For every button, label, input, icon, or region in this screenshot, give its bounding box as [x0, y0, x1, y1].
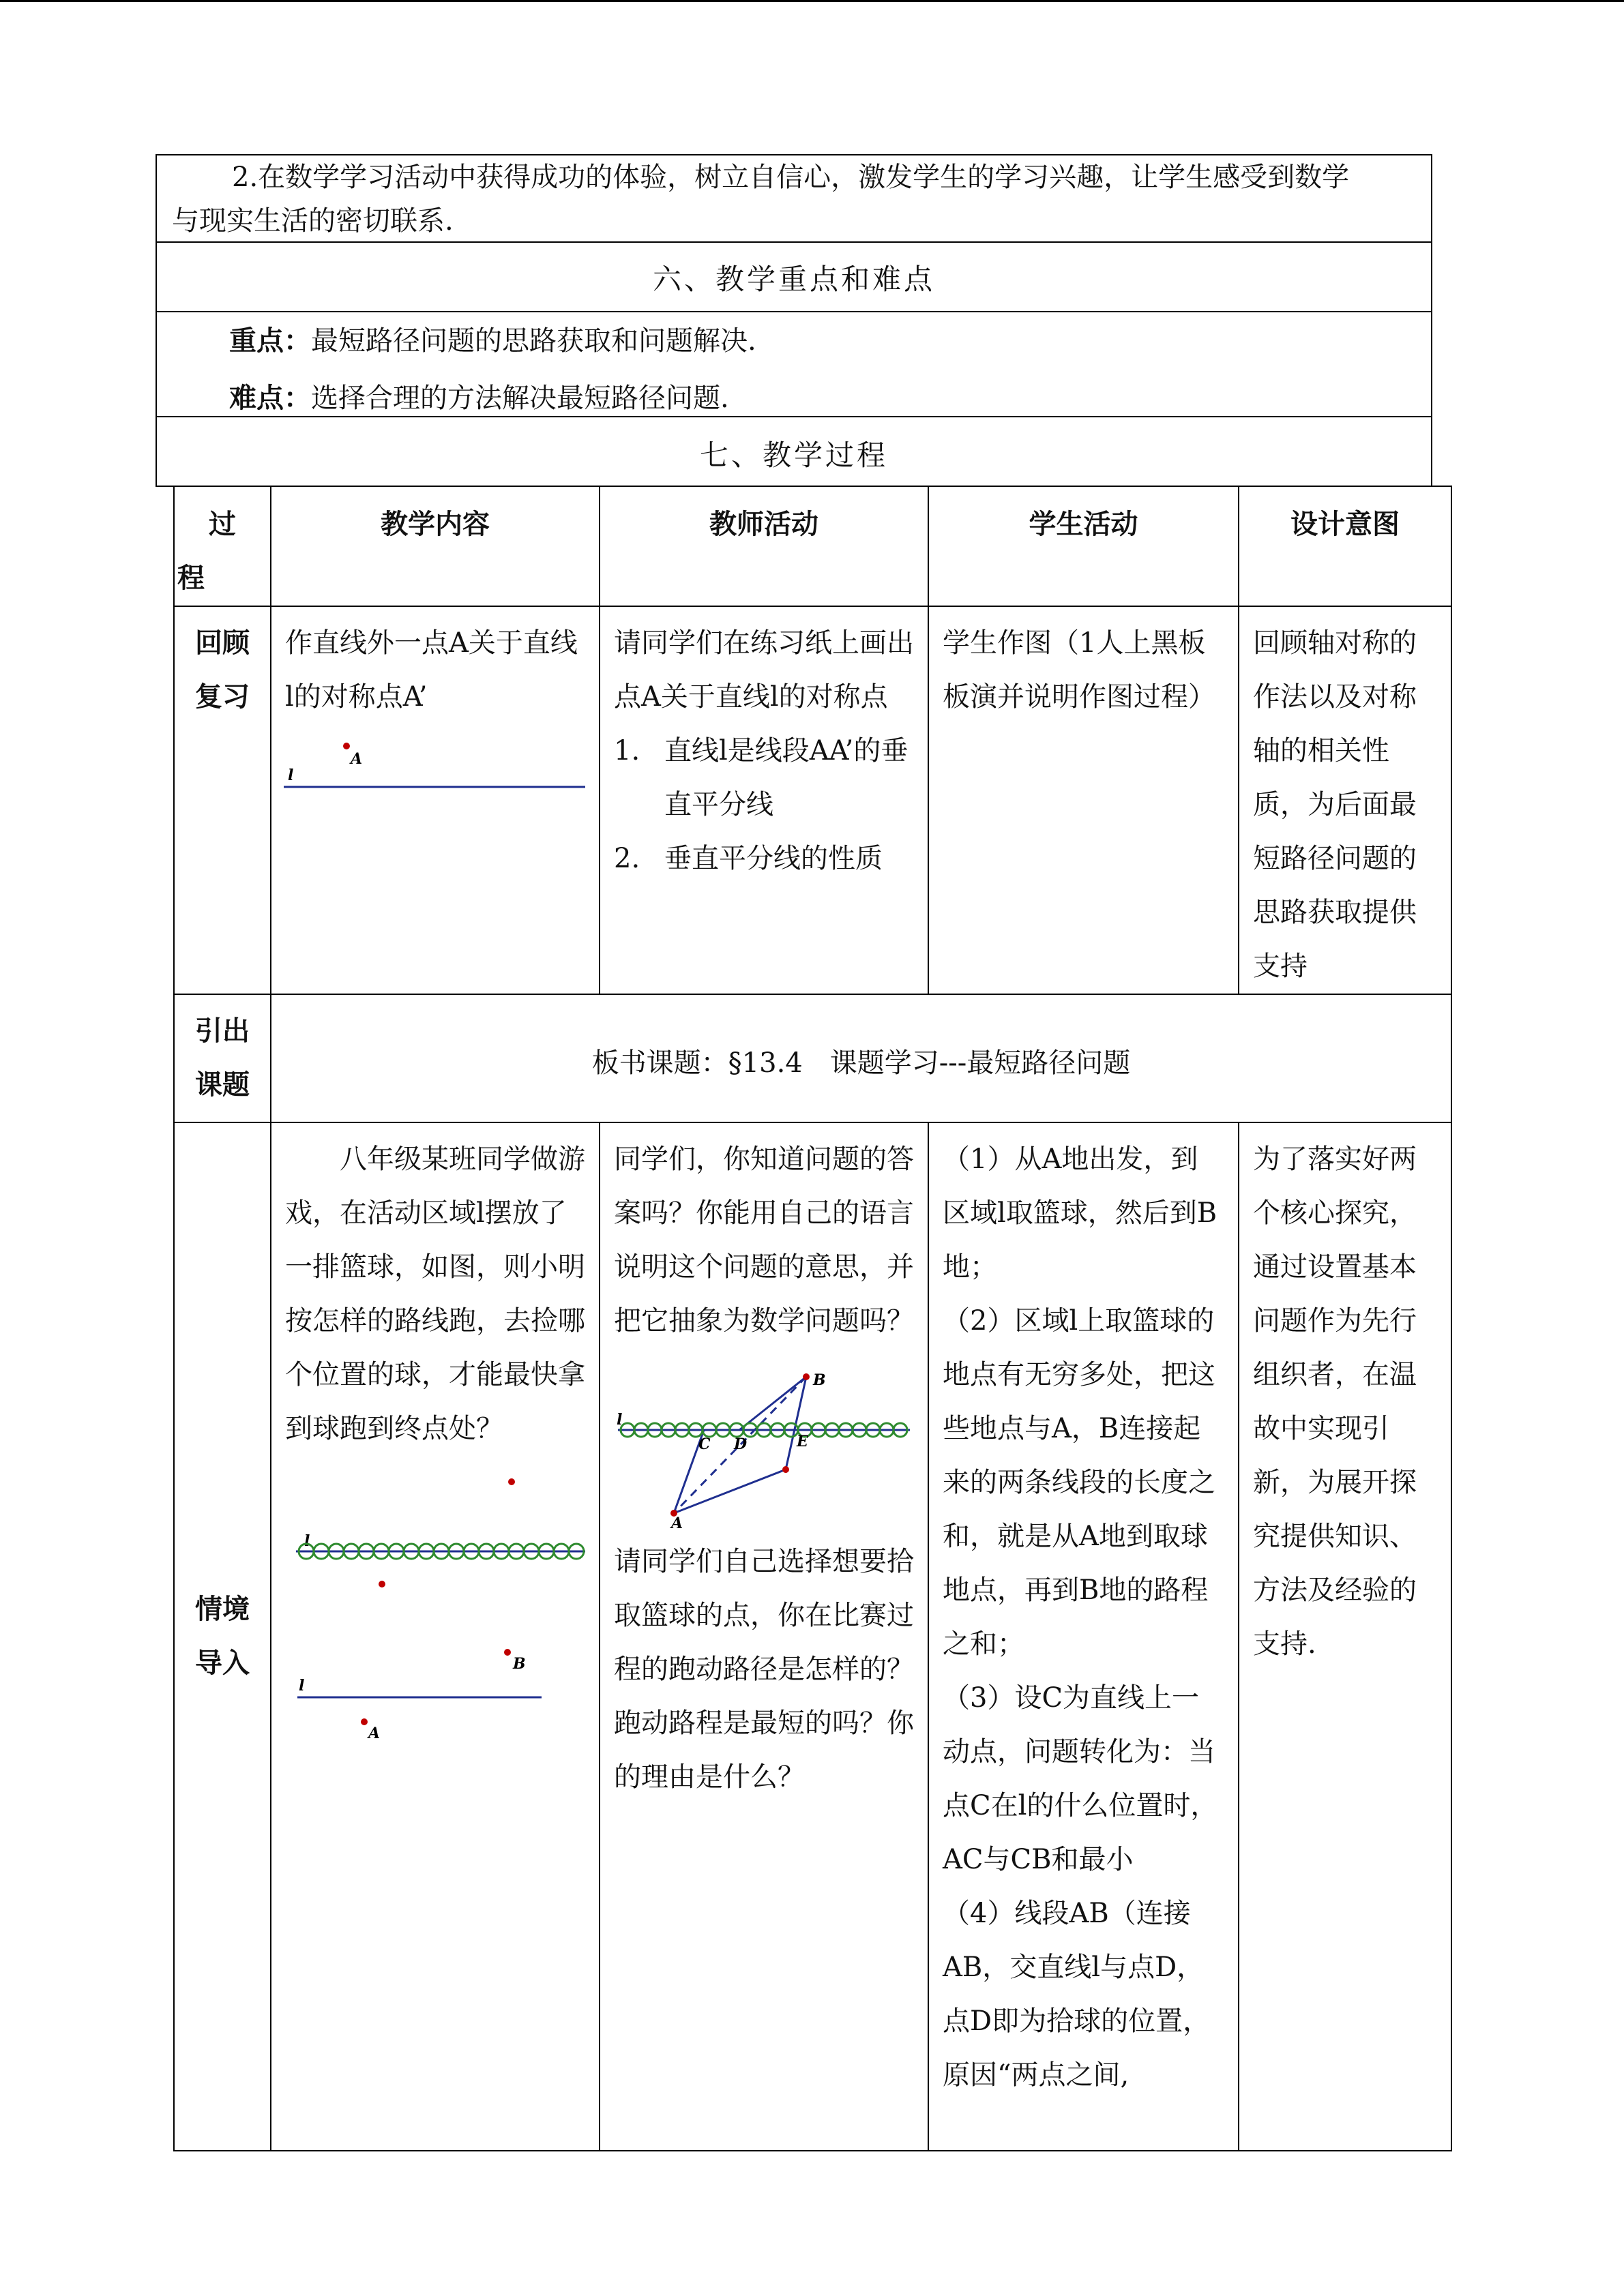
section6-title: 六、教学重点和难点 [652, 263, 935, 296]
scenario-teacher-q1: 同学们，你知道问题的答案吗？你能用自己的语言说明这个问题的意思，并把它抽象为数学问题吗？ [614, 1144, 914, 1337]
review-fig-label-l: l [288, 766, 294, 784]
scenario-student-p4: （4）线段AB（连接AB，交直线l与点D，点D即为拾球的位置，原因“两点之间, [943, 1898, 1211, 2091]
intro-stage [174, 994, 271, 1122]
scenario-fig3-label-a: A [671, 1515, 683, 1530]
focus-text: 最短路径问题的思路获取和问题解决. [311, 325, 756, 357]
review-student-cell: 学生作图（1人上黑板板演并说明作图过程） [928, 606, 1239, 994]
scenario-student-cell [928, 1122, 1239, 2151]
review-figure [280, 724, 587, 833]
intro-text-cell [271, 994, 1451, 1122]
scenario-student-p1: （1）从A地出发，到区域l取篮球，然后到B地； [943, 1144, 1217, 1283]
section7-title-box [156, 416, 1432, 487]
intro-row [174, 994, 1451, 1122]
header-process [174, 486, 271, 606]
scenario-fig2-label-b: B [513, 1655, 526, 1673]
scenario-row [174, 1122, 1451, 2151]
scenario-figure-path [600, 1352, 914, 1530]
review-content-cell [271, 606, 600, 994]
scenario-fig3-label-d: D [734, 1435, 748, 1453]
intro-stage-2: 课题 [195, 1069, 250, 1101]
scenario-figure-ab [271, 1577, 585, 1741]
review-stage-2: 复习 [195, 681, 250, 713]
scenario-fig3-label-e: E [797, 1433, 808, 1450]
difficulty-text: 选择合理的方法解决最短路径问题. [311, 383, 729, 414]
header-intent: 设计意图 [1239, 486, 1451, 606]
scenario-content-cell [271, 1122, 600, 2151]
scenario-fig3-label-b: B [813, 1371, 826, 1389]
review-teacher-item-2: 2. 垂直平分线的性质 [614, 843, 883, 874]
basketball-row-2 [618, 1423, 910, 1437]
focus-label: 重点： [229, 325, 311, 357]
scenario-fig2-label-a: A [368, 1725, 381, 1741]
scenario-figure-balls [271, 1461, 585, 1577]
scenario-teacher-q2: 请同学们自己选择想要拾取篮球的点，你在比赛过程的跑动路径是怎样的？跑动路程是最短的吗？你的理由是什么？ [614, 1546, 914, 1793]
goal-line-1: 2.在数学学习活动中获得成功的体验，树立自信心，激发学生的学习兴趣，让学生感受到数学 [232, 162, 1350, 193]
review-content: 作直线外一点A关于直线l的对称点A’ [285, 627, 578, 713]
scenario-content: 八年级某班同学做游戏，在活动区域l摆放了一排篮球，如图，则小明按怎样的路线跑，去捡哪个位置的球，才能最快拿到球跑到终点处？ [285, 1144, 585, 1444]
intro-text: 板书课题：§13.4 课题学习---最短路径问题 [591, 1047, 1131, 1079]
review-row [174, 606, 1451, 994]
scenario-stage [174, 1122, 271, 2151]
goal-line-2: 与现实生活的密切联系. [172, 205, 454, 237]
header-student: 学生活动 [928, 486, 1239, 606]
scenario-intent-cell: 为了落实好两个核心探究，通过设置基本问题作为先行组织者，在温故中实现引新，为展开探究提供知识、方法及经验的支持. [1239, 1122, 1451, 2151]
review-stage-1: 回顾 [195, 627, 250, 659]
scenario-student-p2: （2）区域l上取篮球的地点有无穷多处，把这些地点与A，B连接起来的两条线段的长度之和，就是从A地到取球地点，再到B地的路程之和； [943, 1305, 1215, 1660]
table-header-row [174, 486, 1451, 606]
header-process-2: 程 [177, 563, 205, 594]
page-top-border [0, 0, 1624, 2]
scenario-fig2-label-l: l [299, 1677, 305, 1695]
review-fig-label-a: A [351, 750, 363, 768]
review-intent-cell: 回顾轴对称的作法以及对称轴的相关性质，为后面最短路径问题的思路获取提供支持 [1239, 606, 1451, 994]
scenario-fig3-label-l: l [617, 1411, 623, 1429]
keypoints-box [156, 311, 1432, 417]
scenario-student-p3: （3）设C为直线上一动点，问题转化为：当点C在l的什么位置时，AC与CB和最小 [943, 1682, 1218, 1875]
scenario-teacher-cell [600, 1122, 928, 2151]
review-teacher-item-1: 1. 直线l是线段AA’的垂直平分线 [614, 735, 909, 820]
review-stage [174, 606, 271, 994]
review-teacher-intro: 请同学们在练习纸上画出点A关于直线l的对称点 [614, 627, 914, 713]
focus-row [229, 319, 756, 363]
intro-stage-1: 引出 [195, 1015, 250, 1047]
review-teacher-cell [600, 606, 928, 994]
scenario-stage-1: 情境 [195, 1594, 250, 1625]
header-process-1: 过 [209, 509, 236, 540]
basketball-row [296, 1544, 585, 1559]
header-content: 教学内容 [271, 486, 600, 606]
scenario-stage-2: 导入 [195, 1648, 250, 1679]
section7-title: 七、教学过程 [699, 438, 888, 472]
header-teacher: 教师活动 [600, 486, 928, 606]
difficulty-label: 难点： [229, 383, 311, 414]
section6-title-box [156, 241, 1432, 312]
goal-box [156, 154, 1432, 243]
difficulty-row [229, 376, 729, 420]
scenario-fig3-label-c: C [698, 1435, 711, 1453]
process-table [173, 486, 1452, 2151]
scenario-fig1-label-l: l [304, 1532, 310, 1550]
